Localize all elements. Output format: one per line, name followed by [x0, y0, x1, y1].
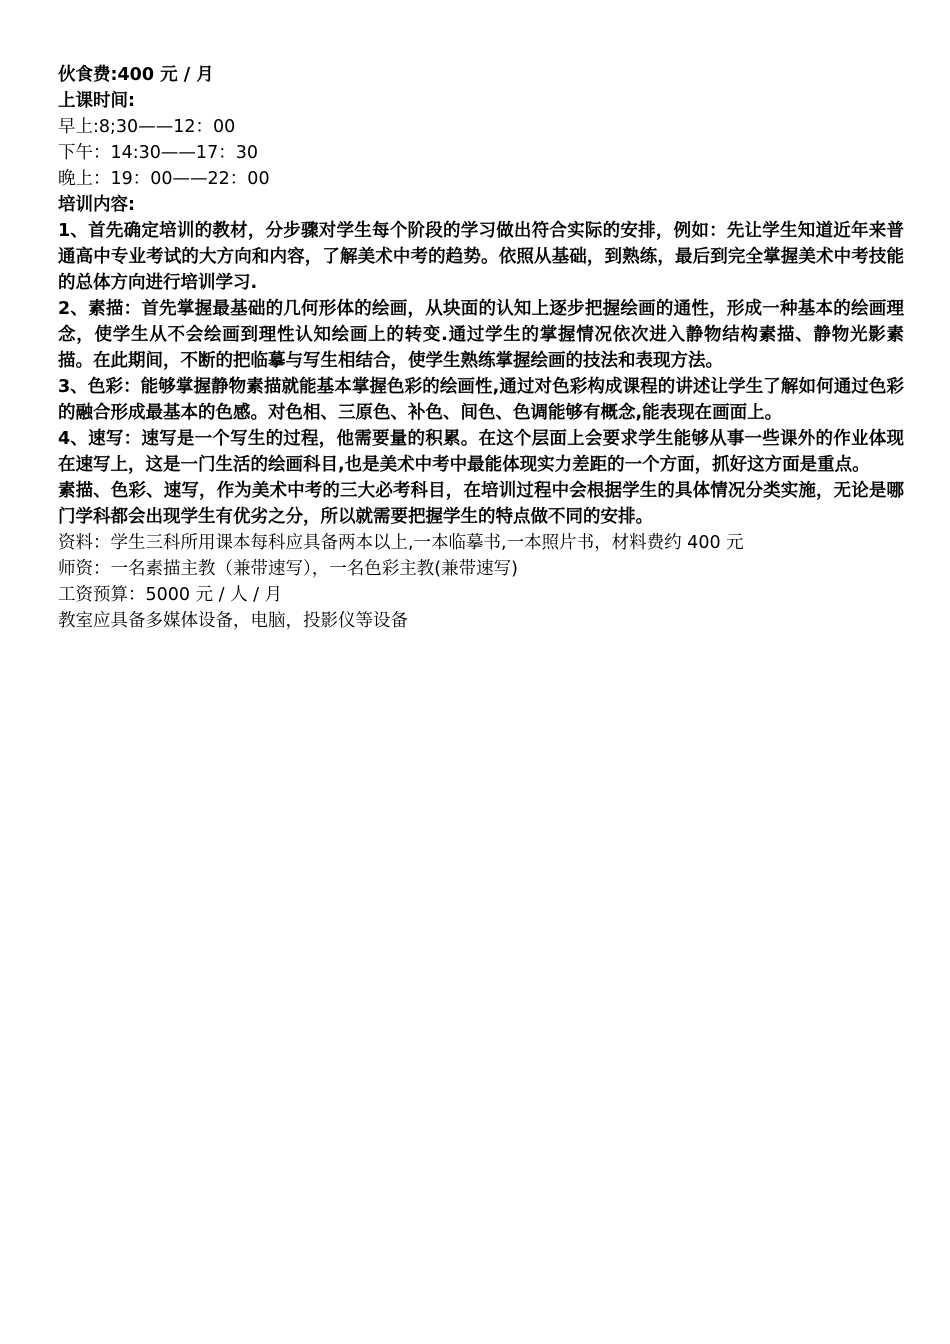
training-item-quick-sketch: 4、速写：速写是一个写生的过程，他需要量的积累。在这个层面上会要求学生能够从事一些课外的作业体现在速写上，这是一门生活的绘画科目,也是美术中考中最能体现实力差距的一个方面，抓好这方面是重点。 [58, 429, 904, 475]
schedule-evening: 晚上：19：00——22：00 [58, 169, 270, 189]
training-summary: 素描、色彩、速写，作为美术中考的三大必考科目，在培训过程中会根据学生的具体情况分类实施，无论是哪门学科都会出现学生有优劣之分，所以就需要把握学生的特点做不同的安排。 [58, 481, 904, 527]
training-item-color: 3、色彩：能够掌握静物素描就能基本掌握色彩的绘画性,通过对色彩构成课程的讲述让学生了解如何通过色彩的融合形成最基本的色感。对色相、三原色、补色、间色、色调能够有概念,能表现在画面上。 [58, 377, 904, 423]
schedule-afternoon: 下午：14:30——17：30 [58, 143, 258, 163]
training-item-textbooks: 1、首先确定培训的教材，分步骤对学生每个阶段的学习做出符合实际的安排，例如：先让学生知道近年来普通高中专业考试的大方向和内容，了解美术中考的趋势。依照从基础，到熟练，最后到完全掌握美术中考技能的总体方向进行培训学习. [58, 221, 904, 293]
document-page [58, 62, 904, 634]
training-item-sketch: 2、素描：首先掌握最基础的几何形体的绘画，从块面的认知上逐步把握绘画的通性，形成一种基本的绘画理念，使学生从不会绘画到理性认知绘画上的转变.通过学生的掌握情况依次进入静物结构素描、静物光影素描。在此期间，不断的把临摹与写生相结合，使学生熟练掌握绘画的技法和表现方法。 [58, 299, 904, 371]
food-fee: 伙食费:400 元 / 月 [58, 65, 214, 85]
teachers-line: 师资：一名素描主教（兼带速写），一名色彩主教(兼带速写) [58, 559, 518, 579]
schedule-morning: 早上:8;30——12：00 [58, 117, 236, 137]
classroom-line: 教室应具备多媒体设备，电脑，投影仪等设备 [58, 611, 408, 631]
class-time-heading: 上课时间: [58, 91, 135, 111]
salary-budget-line: 工资预算：5000 元 / 人 / 月 [58, 585, 283, 605]
materials-line: 资料：学生三科所用课本每科应具备两本以上,一本临摹书,一本照片书，材料费约 400 元 [58, 533, 744, 553]
training-heading: 培训内容: [58, 195, 135, 215]
